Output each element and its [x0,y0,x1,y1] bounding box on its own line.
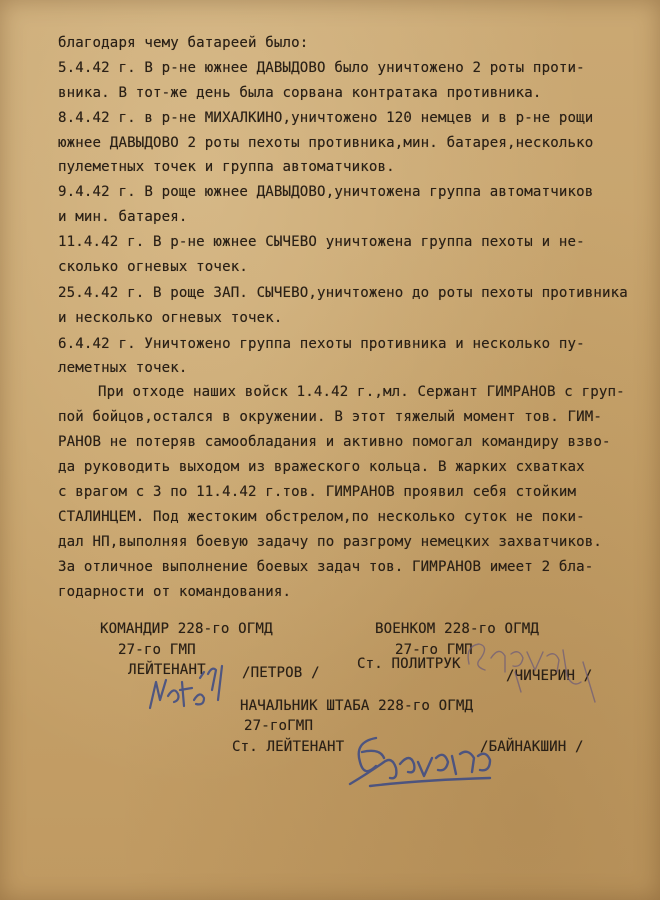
commissar-rank: Ст. ПОЛИТРУК [357,656,461,672]
body-line: 8.4.42 г. в р-не МИХАЛКИНО,уничтожено 120 немцев и в р-не рощи [58,110,594,126]
chief-of-staff-name: /БАЙНАКШИН / [480,739,584,755]
commissar-unit: 27-го ГМП [395,642,473,658]
body-line: леметных точек. [58,360,188,376]
body-line: и мин. батарея. [58,209,188,225]
commissar-name: /ЧИЧЕРИН / [506,668,593,684]
body-line: южнее ДАВЫДОВО 2 роты пехоты противника,мин. батарея,несколько [58,135,594,151]
body-line: да руководить выходом из вражеского кольца. В жарких схватках [58,459,585,475]
body-line: с врагом с 3 по 11.4.42 г.тов. ГИМРАНОВ проявил себя стойким [58,484,577,500]
chief-of-staff-rank: Ст. ЛЕЙТЕНАНТ [232,739,345,755]
commander-title: КОМАНДИР 228-го ОГМД [100,621,273,637]
body-line: годарности от командования. [58,584,292,600]
commander-unit: 27-го ГМП [118,642,196,658]
body-line: 6.4.42 г. Уничтожено группа пехоты противника и несколько пу- [58,336,585,352]
body-line: благодаря чему батареей было: [58,35,309,51]
chief-of-staff-unit: 27-гоГМП [244,718,314,734]
body-line: пой бойцов,остался в окружении. В этот тяжелый момент тов. ГИМ- [58,409,603,425]
commander-name: /ПЕТРОВ / [242,665,320,681]
body-line: пулеметных точек и группа автоматчиков. [58,159,395,175]
body-line: сколько огневых точек. [58,259,248,275]
body-line: При отходе наших войск 1.4.42 г.,мл. Сержант ГИМРАНОВ с груп- [98,384,625,400]
body-line: и несколько огневых точек. [58,310,283,326]
commander-rank: ЛЕЙТЕНАНТ [128,662,206,678]
body-line: вника. В тот-же день была сорвана контратака противника. [58,85,542,101]
body-line: 5.4.42 г. В р-не южнее ДАВЫДОВО было уничтожено 2 роты проти- [58,60,585,76]
body-line: 9.4.42 г. В роще южнее ДАВЫДОВО,уничтожена группа автоматчиков [58,184,594,200]
body-line: За отличное выполнение боевых задач тов. ГИМРАНОВ имеет 2 бла- [58,559,594,575]
body-line: СТАЛИНЦЕМ. Под жестоким обстрелом,по несколько суток не поки- [58,509,585,525]
body-line: 25.4.42 г. В роще ЗАП. СЫЧЕВО,уничтожено до роты пехоты противника [58,285,628,301]
body-line: РАНОВ не потеряв самообладания и активно помогал командиру взво- [58,434,611,450]
body-line: 11.4.42 г. В р-не южнее СЫЧЕВО уничтожена группа пехоты и не- [58,234,585,250]
commissar-title: ВОЕНКОМ 228-го ОГМД [375,621,540,637]
chief-of-staff-title: НАЧАЛЬНИК ШТАБА 228-го ОГМД [240,698,474,714]
body-line: дал НП,выполняя боевую задачу по разгрому немецких захватчиков. [58,534,603,550]
